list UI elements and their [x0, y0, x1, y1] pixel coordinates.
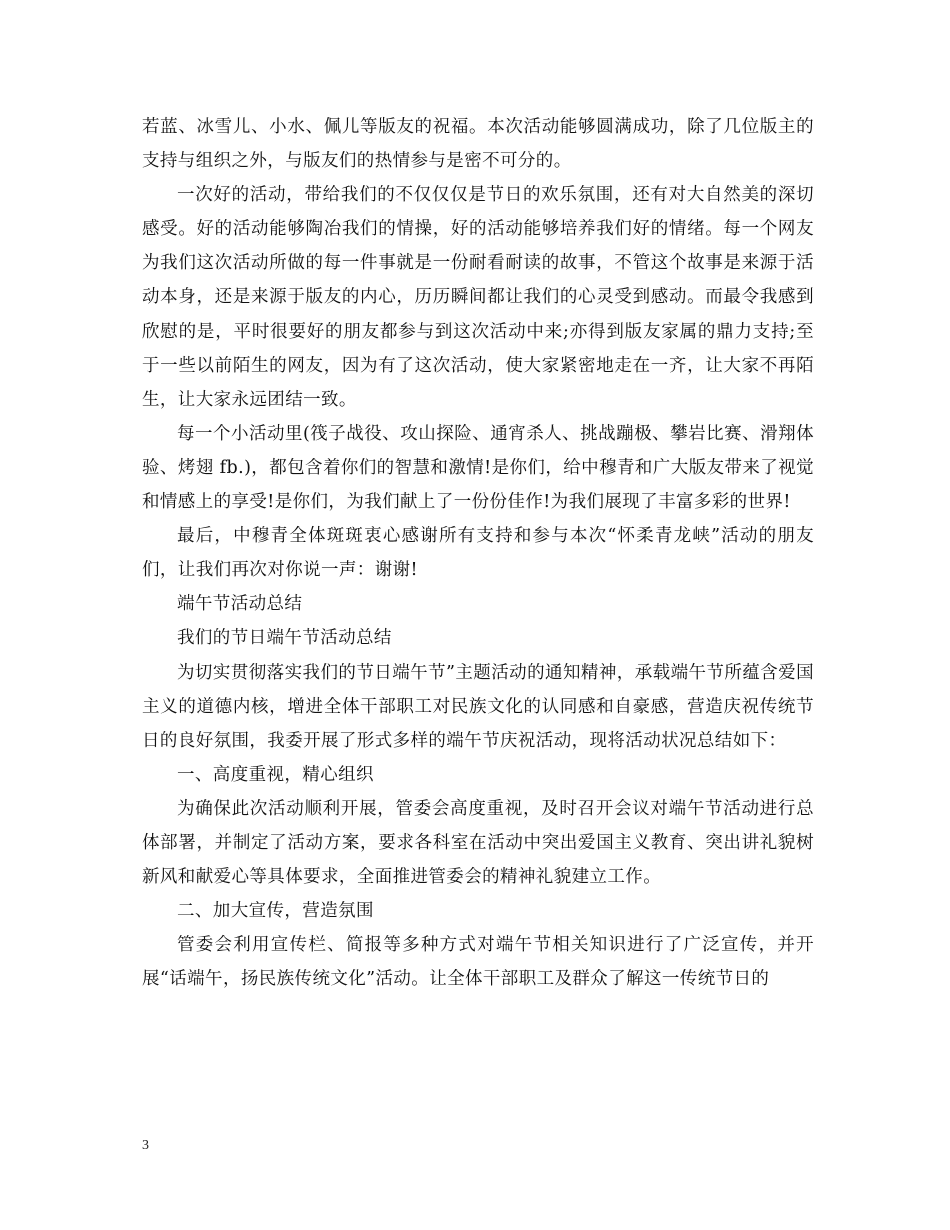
paragraph: 管委会利用宣传栏、简报等多种方式对端午节相关知识进行了广泛宣传，并开展“话端午，扬民族传统文化”活动。让全体干部职工及群众了解这一传统节日的 [142, 935, 814, 990]
page-number: 3 [142, 1138, 149, 1153]
document-body [142, 110, 814, 996]
paragraph: 最后，中穆青全体斑斑衷心感谢所有支持和参与本次“怀柔青龙峡”活动的朋友们，让我们再次对你说一声：谢谢! [142, 526, 814, 581]
paragraph: 一次好的活动，带给我们的不仅仅仅是节日的欢乐氛围，还有对大自然美的深切感受。好的活动能够陶冶我们的情操，好的活动能够培养我们好的情绪。每一个网友为我们这次活动所做的每一件事就是一份耐看耐读的故事，不管这个故事是来源于活动本身，还是来源于版友的内心，历历瞬间都让我们的心灵受到感动。而最令我感到欣慰的是，平时很要好的朋友都参与到这次活动中来;亦得到版友家属的鼎力支持;至于一些以前陌生的网友，因为有了这次活动，使大家紧密地走在一齐，让大家不再陌生，让大家永远团结一致。 [142, 185, 814, 410]
section-subheading: 我们的节日端午节活动总结 [177, 628, 392, 649]
paragraph: 若蓝、冰雪儿、小水、佩儿等版友的祝福。本次活动能够圆满成功，除了几位版主的支持与组织之外，与版友们的热情参与是密不可分的。 [142, 117, 814, 172]
section-heading: 一、高度重视，精心组织 [177, 764, 374, 785]
paragraph: 每一个小活动里(筏子战役、攻山探险、通宵杀人、挑战蹦极、攀岩比赛、滑翔体验、烤翅 fb.)，都包含着你们的智慧和激情!是你们，给中穆青和广大版友带来了视觉和情感上的享受!是你们，为我们献上了一份份佳作!为我们展现了丰富多彩的世界! [142, 423, 814, 513]
section-heading: 端午节活动总结 [177, 594, 303, 615]
paragraph: 为确保此次活动顺利开展，管委会高度重视，及时召开会议对端午节活动进行总体部署，并制定了活动方案，要求各科室在活动中突出爱国主义教育、突出讲礼貌树新风和献爱心等具体要求，全面推进管委会的精神礼貌建立工作。 [142, 798, 814, 888]
paragraph: 为切实贯彻落实我们的节日端午节”主题活动的通知精神，承载端午节所蕴含爱国主义的道德内核，增进全体干部职工对民族文化的认同感和自豪感，营造庆祝传统节日的良好氛围，我委开展了形式多样的端午节庆祝活动，现将活动状况总结如下： [142, 662, 814, 751]
section-heading: 二、加大宣传，营造氛围 [177, 901, 374, 922]
